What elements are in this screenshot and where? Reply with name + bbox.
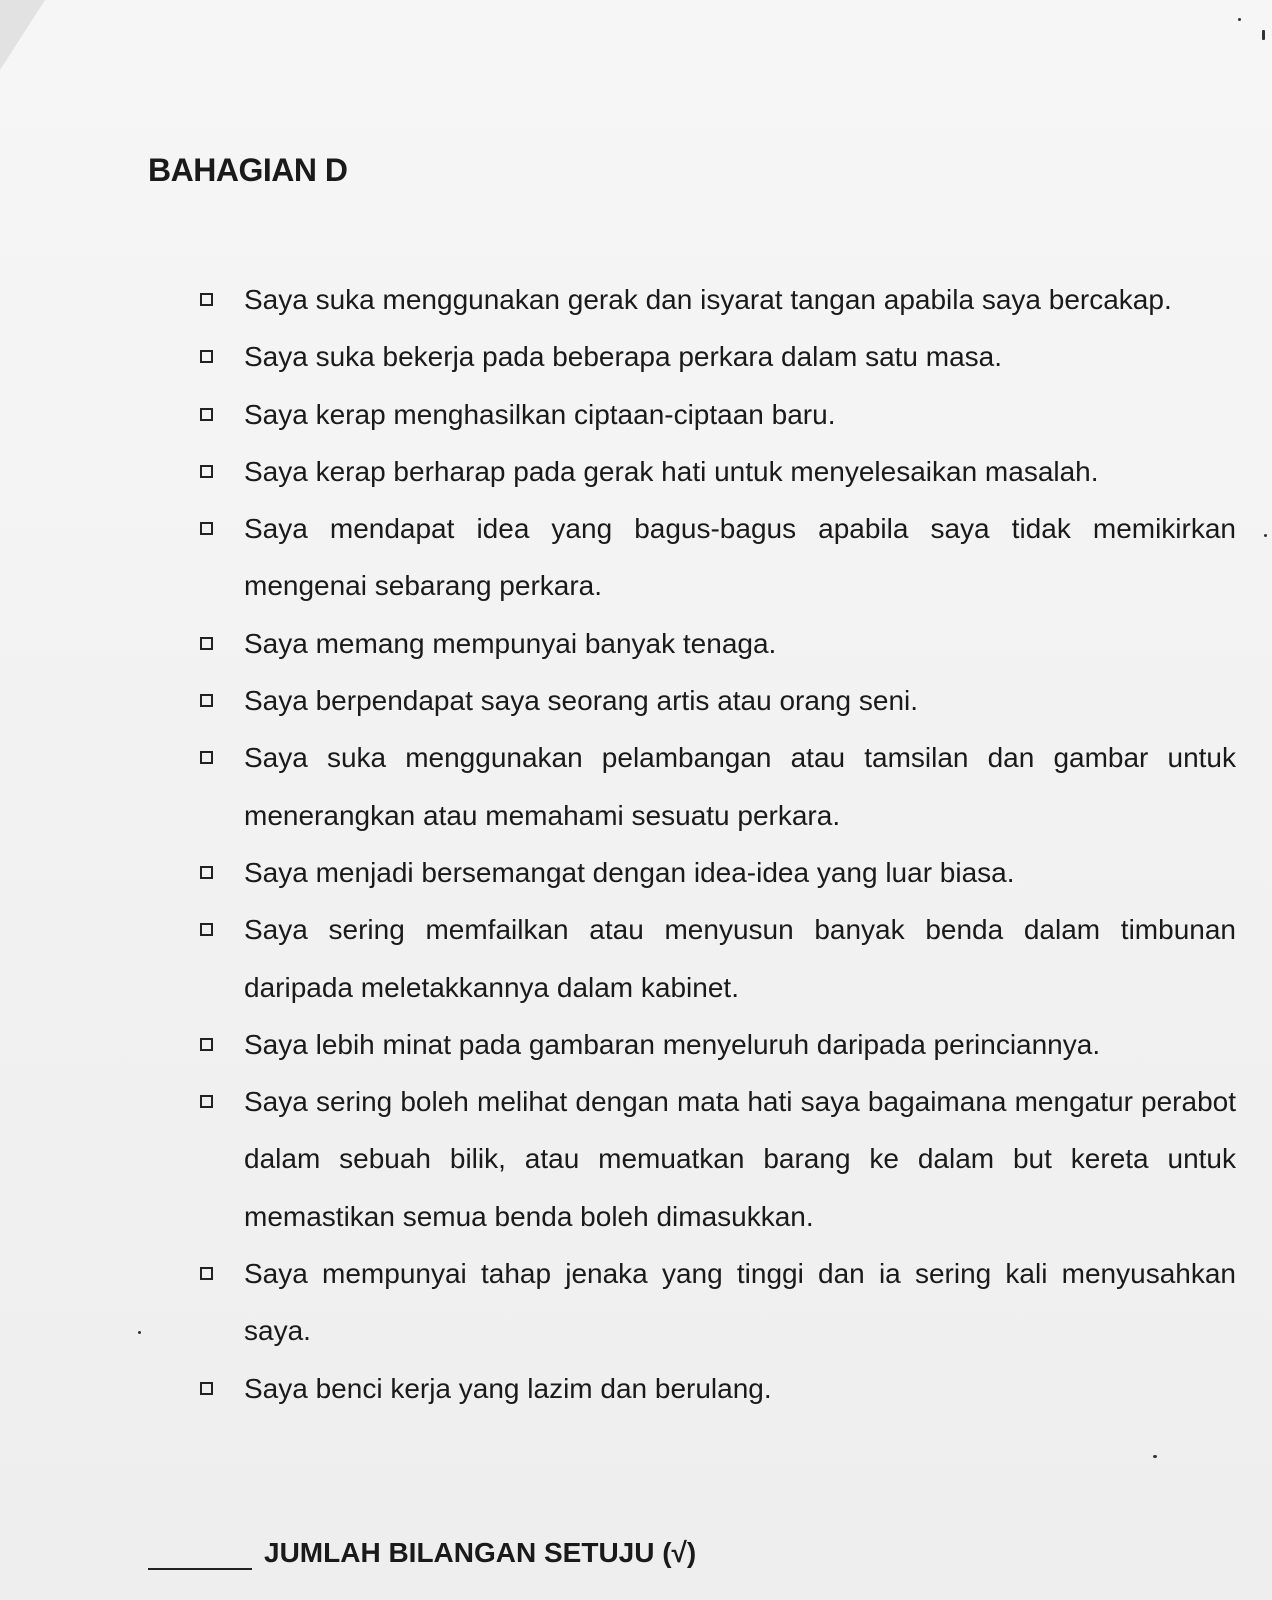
checklist-item <box>196 500 1236 615</box>
checkbox[interactable] <box>200 522 213 535</box>
checklist-item-text: Saya mempunyai tahap jenaka yang tinggi dan ia sering kali menyusahkan saya. <box>244 1258 1236 1347</box>
checkbox[interactable] <box>200 350 213 363</box>
checklist-item <box>196 443 1236 500</box>
scan-speck <box>138 1331 141 1334</box>
checkbox[interactable] <box>200 1038 213 1051</box>
total-row <box>148 1536 696 1570</box>
checklist-item-text: Saya lebih minat pada gambaran menyeluruh daripada perinciannya. <box>244 1028 1101 1060</box>
scan-speck <box>1238 18 1241 21</box>
checklist-item <box>196 328 1236 385</box>
checkbox[interactable] <box>200 1382 213 1395</box>
checklist-item-text: Saya sering boleh melihat dengan mata hati saya bagaimana mengatur perabot dalam sebuah bilik, atau memuatkan barang ke dalam but kereta untuk memastikan semua benda boleh dimasukkan. <box>244 1086 1236 1232</box>
checklist-item-text: Saya suka menggunakan gerak dan isyarat tangan apabila saya bercakap. <box>244 284 1172 315</box>
checklist-item-text: Saya suka menggunakan pelambangan atau tamsilan dan gambar untuk menerangkan atau memahami sesuatu perkara. <box>244 742 1236 831</box>
checkbox[interactable] <box>200 293 213 306</box>
checklist-item <box>196 844 1236 901</box>
checkbox[interactable] <box>200 1267 213 1280</box>
checklist-item <box>196 1245 1236 1360</box>
checklist-item-text: Saya mendapat idea yang bagus-bagus apabila saya tidak memikirkan mengenai sebarang perkara. <box>244 513 1236 602</box>
scan-speck <box>1264 534 1267 537</box>
total-label: JUMLAH BILANGAN SETUJU (√) <box>264 1537 697 1568</box>
checklist-item-text: Saya sering memfailkan atau menyusun banyak benda dalam timbunan daripada meletakkannya dalam kabinet. <box>244 914 1236 1003</box>
scan-speck <box>1262 30 1265 40</box>
checklist-item <box>196 1073 1236 1245</box>
checklist-item-text: Saya menjadi bersemangat dengan idea-idea yang luar biasa. <box>244 856 1015 888</box>
checklist-item-text: Saya benci kerja yang lazim dan berulang. <box>244 1372 772 1404</box>
checklist-item <box>196 271 1236 328</box>
checklist-item <box>196 615 1236 672</box>
total-blank-field[interactable] <box>148 1540 252 1570</box>
checkbox[interactable] <box>200 408 213 421</box>
checkbox[interactable] <box>200 694 213 707</box>
checklist-item-text: Saya berpendapat saya seorang artis atau orang seni. <box>244 685 919 717</box>
checkbox[interactable] <box>200 637 213 650</box>
checklist-item <box>196 1016 1236 1073</box>
checkbox[interactable] <box>200 465 213 478</box>
checkbox[interactable] <box>200 866 213 879</box>
checklist-item <box>196 386 1236 443</box>
checklist-item-text: Saya memang mempunyai banyak tenaga. <box>244 627 777 659</box>
checklist-item <box>196 729 1236 844</box>
checklist-item-text: Saya suka bekerja pada beberapa perkara dalam satu masa. <box>244 341 1003 373</box>
scan-speck <box>1153 1455 1157 1458</box>
checklist-item <box>196 1360 1236 1417</box>
checklist-item <box>196 672 1236 729</box>
checkbox[interactable] <box>200 923 213 936</box>
page-corner-fold <box>0 0 45 70</box>
checkbox[interactable] <box>200 1095 213 1108</box>
checklist <box>196 271 1236 1417</box>
checklist-item-text: Saya kerap menghasilkan ciptaan-ciptaan baru. <box>244 398 836 430</box>
checklist-item <box>196 901 1236 1016</box>
checklist-item-text: Saya kerap berharap pada gerak hati untuk menyelesaikan masalah. <box>244 455 1099 487</box>
section-title: BAHAGIAN D <box>148 152 348 188</box>
checkbox[interactable] <box>200 751 213 764</box>
